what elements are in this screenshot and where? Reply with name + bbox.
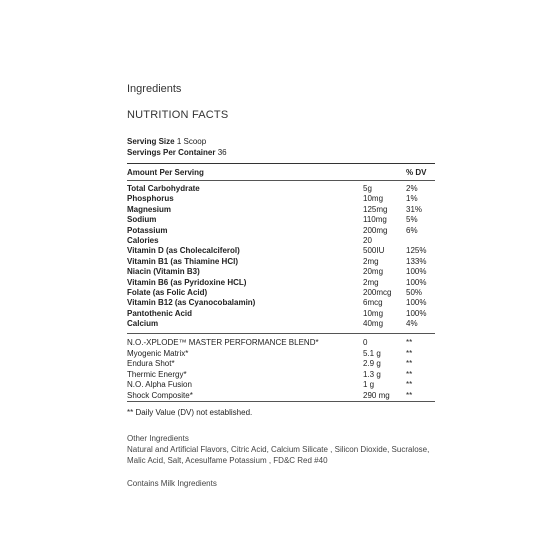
dv-header: % DV (406, 168, 427, 177)
nutrient-name: N.O.-XPLODE™ MASTER PERFORMANCE BLEND* (127, 338, 319, 347)
other-ingredients-title: Other Ingredients (127, 434, 189, 443)
table-row (127, 194, 435, 204)
nutrient-name: Vitamin D (as Cholecalciferol) (127, 246, 240, 256)
nutrient-dv: 133% (406, 256, 427, 266)
table-row (127, 215, 435, 225)
nutrient-amount: 2.9 g (363, 359, 381, 368)
table-row (127, 349, 435, 359)
table-row (127, 338, 435, 348)
nutrient-name: Calories (127, 236, 159, 245)
ingredients-heading: Ingredients (127, 83, 182, 95)
allergen-statement: Contains Milk Ingredients (127, 479, 217, 488)
table-row (127, 370, 435, 380)
servings-per-container-value: 36 (217, 147, 227, 157)
nutrient-dv: 2% (406, 184, 418, 193)
nutrient-name: Phosphorus (127, 194, 174, 204)
nutrient-amount: 40mg (363, 319, 384, 329)
nutrient-dv: ** (406, 359, 413, 368)
table-row (127, 309, 435, 319)
nutrient-name: Total Carbohydrate (127, 184, 200, 193)
table-row (127, 226, 435, 236)
nutrition-facts-heading: NUTRITION FACTS (127, 109, 229, 121)
nutrient-amount: 110mg (363, 215, 387, 225)
nutrient-amount: 5g (363, 184, 372, 193)
nutrient-dv: 31% (406, 204, 423, 214)
nutrient-dv: ** (406, 390, 413, 400)
nutrient-dv: ** (406, 369, 413, 379)
nutrient-dv: ** (406, 380, 413, 389)
nutrient-dv: ** (406, 348, 413, 358)
table-row (127, 319, 435, 329)
nutrient-amount: 20 (363, 236, 372, 245)
table-row (127, 359, 435, 369)
nutrient-amount: 200mcg (363, 288, 392, 297)
nutrient-name: Sodium (127, 215, 157, 225)
nutrient-name: Pantothenic Acid (127, 308, 193, 318)
nutrient-name: Myogenic Matrix* (127, 348, 189, 358)
table-row (127, 267, 435, 277)
nutrient-dv: 100% (406, 308, 427, 318)
nutrient-amount: 10mg (363, 194, 384, 204)
divider (127, 180, 435, 181)
nutrient-dv: 100% (406, 298, 427, 308)
table-row (127, 288, 435, 298)
nutrient-amount: 1 g (363, 380, 375, 389)
divider (127, 163, 435, 164)
nutrient-amount: 1.3 g (363, 369, 381, 379)
nutrient-name: Magnesium (127, 204, 172, 214)
table-row (127, 298, 435, 308)
nutrient-name: Niacin (Vitamin B3) (127, 267, 200, 277)
nutrient-name: Shock Composite* (127, 390, 193, 400)
nutrient-name: Potassium (127, 225, 168, 235)
nutrient-dv: 5% (406, 215, 418, 225)
serving-size-label: Serving Size (127, 137, 175, 146)
other-ingredients-text: Natural and Artificial Flavors, Citric Acid, Calcium Silicate , Silicon Dioxide, Sucralose, Malic Acid, Salt, Acesulfame Potassium , FD&C Red #40 (127, 445, 430, 465)
nutrient-amount: 6mcg (363, 298, 383, 308)
nutrient-dv: 50% (406, 288, 423, 297)
serving-info (127, 137, 227, 158)
nutrient-dv: 4% (406, 319, 418, 329)
nutrient-dv: 6% (406, 225, 418, 235)
nutrient-amount: 5.1 g (363, 348, 381, 358)
dv-footnote: ** Daily Value (DV) not established. (127, 408, 253, 417)
table-row (127, 184, 435, 194)
nutrient-name: Vitamin B6 (as Pyridoxine HCL) (127, 277, 247, 287)
nutrient-name: Thermic Energy* (127, 369, 187, 379)
table-row (127, 205, 435, 215)
amount-per-serving-header: Amount Per Serving (127, 168, 204, 177)
nutrient-dv: 125% (406, 246, 427, 256)
nutrient-dv: ** (406, 338, 413, 347)
nutrient-amount: 0 (363, 338, 368, 347)
nutrient-name: Vitamin B12 (as Cyanocobalamin) (127, 298, 256, 308)
nutrient-amount: 2mg (363, 277, 379, 287)
nutrient-dv: 100% (406, 267, 427, 277)
nutrient-amount: 2mg (363, 256, 379, 266)
table-header (127, 168, 435, 177)
table-row (127, 236, 435, 246)
nutrient-amount: 500IU (363, 246, 385, 256)
nutrient-amount: 10mg (363, 308, 384, 318)
nutrient-dv: 1% (406, 194, 418, 204)
nutrient-name: N.O. Alpha Fusion (127, 380, 192, 389)
divider (127, 333, 435, 334)
nutrient-name: Folate (as Folic Acid) (127, 288, 208, 297)
nutrient-amount: 290 mg (363, 390, 390, 400)
table-row (127, 391, 435, 401)
table-row (127, 257, 435, 267)
nutrient-dv: 100% (406, 277, 427, 287)
nutrient-amount: 200mg (363, 225, 388, 235)
nutrient-name: Vitamin B1 (as Thiamine HCl) (127, 256, 238, 266)
divider (127, 401, 435, 402)
nutrient-name: Endura Shot* (127, 359, 175, 368)
table-row (127, 380, 435, 390)
servings-per-container-label: Servings Per Container (127, 147, 216, 157)
nutrient-amount: 20mg (363, 267, 384, 277)
serving-size-value: 1 Scoop (176, 137, 207, 146)
table-row (127, 246, 435, 256)
nutrient-amount: 125mg (363, 204, 388, 214)
table-row (127, 278, 435, 288)
nutrient-name: Calcium (127, 319, 159, 329)
